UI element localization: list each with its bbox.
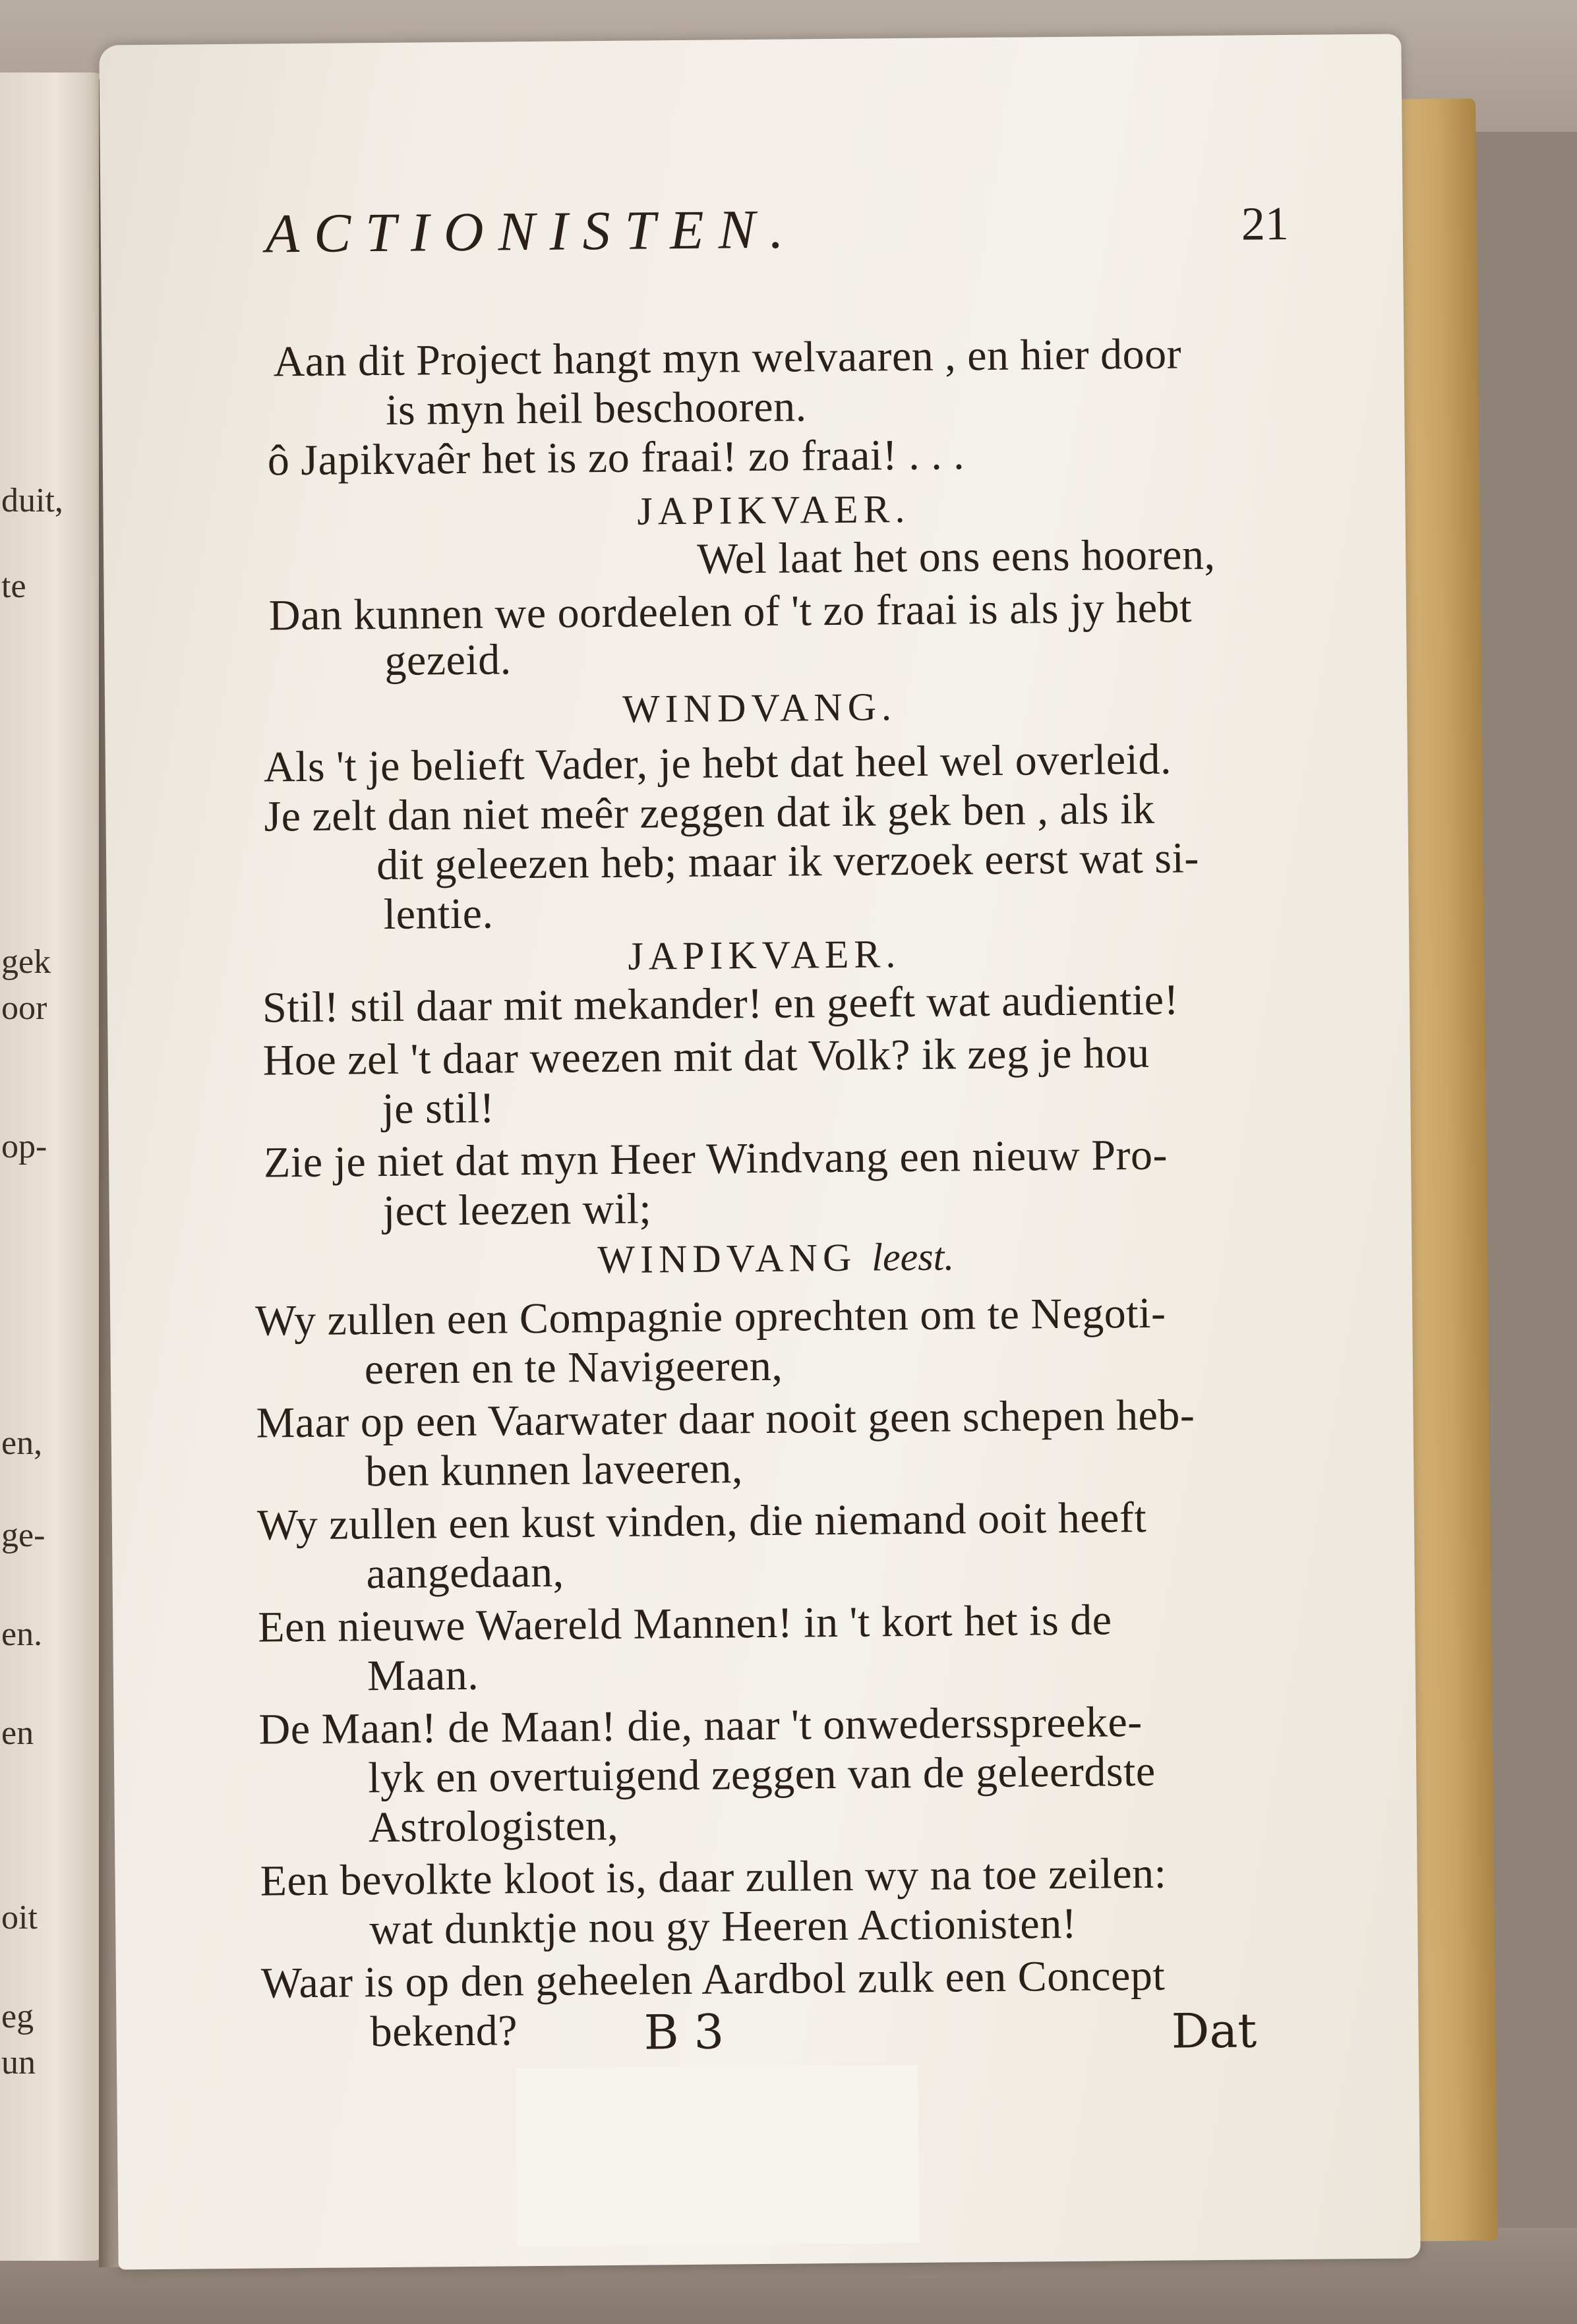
text-line: je stil! xyxy=(382,1084,495,1133)
running-title: ACTIONISTEN. xyxy=(265,198,798,265)
text-line: Zie je niet dat myn Heer Windvang een nieuw Pro- xyxy=(263,1130,1168,1187)
text-line: Stil! stil daar mit mekander! en geeft wat audientie! xyxy=(262,975,1179,1032)
left-page-fragment: te xyxy=(1,567,26,605)
speaker-japikvaer: JAPIKVAER. xyxy=(628,932,901,978)
text-line: Wy zullen een kust vinden, die niemand ooit heeft xyxy=(256,1493,1147,1550)
text-line: Een nieuwe Waereld Mannen! in 't kort het is de xyxy=(257,1596,1112,1652)
left-page-fragment: un xyxy=(1,2044,36,2081)
text-line: ô Japikvaêr het is zo fraai! zo fraai! . . . xyxy=(267,430,965,485)
stage-direction: leest. xyxy=(871,1235,955,1279)
left-page-fragment: en, xyxy=(1,1424,43,1462)
left-page-fragment: duit, xyxy=(1,482,63,519)
text-line: aangedaan, xyxy=(366,1548,564,1598)
text-line: bekend? xyxy=(370,2006,518,2056)
signature-mark: B 3 xyxy=(643,2004,725,2060)
catchword: Dat xyxy=(1171,2002,1257,2059)
text-line: lentie. xyxy=(383,889,494,939)
text-line: Dan kunnen we oordeelen of 't zo fraai is als jy hebt xyxy=(268,583,1193,640)
speaker-name: WINDVANG xyxy=(597,1235,857,1282)
speaker-japikvaer: JAPIKVAER. xyxy=(637,486,910,533)
text-line: Astrologisten, xyxy=(368,1801,619,1852)
text-line: Maan. xyxy=(367,1650,479,1700)
text-line: lyk en overtuigend zeggen van de geleerdste xyxy=(367,1747,1156,1803)
left-page-fragment: gek xyxy=(1,943,51,981)
text-line: ben kunnen laveeren, xyxy=(365,1444,744,1496)
text-line: eeren en te Navigeeren, xyxy=(364,1341,783,1394)
right-page xyxy=(99,34,1420,2269)
left-page-fragment: en. xyxy=(1,1615,43,1653)
left-page-fragment: oit xyxy=(1,1899,38,1936)
text-line: ject leezen wil; xyxy=(382,1184,652,1235)
text-line: Aan dit Project hangt myn welvaaren , en hier door xyxy=(273,330,1182,386)
left-page-fragment: oor xyxy=(1,989,47,1027)
text-line: Een bevolkte kloot is, daar zullen wy na toe zeilen: xyxy=(260,1849,1167,1905)
text-line: Hoe zel 't daar weezen mit dat Volk? ik zeg je hou xyxy=(262,1028,1150,1085)
left-page-fragment: op- xyxy=(1,1128,47,1165)
left-page-fragment: en xyxy=(1,1714,34,1752)
text-line: gezeid. xyxy=(384,635,512,685)
paper-patch xyxy=(516,2065,919,2246)
left-page-fragment: ge- xyxy=(1,1517,45,1554)
text-line: wat dunktje nou gy Heeren Actionisten! xyxy=(369,1899,1077,1954)
text-line: De Maan! de Maan! die, naar 't onwedersspreeke- xyxy=(258,1697,1143,1754)
text-line: Je zelt dan niet meêr zeggen dat ik gek ben , als ik xyxy=(264,784,1155,841)
text-line: Wy zullen een Compagnie oprechten om te Negoti- xyxy=(254,1289,1166,1345)
left-page-fragment: eg xyxy=(1,1998,34,2035)
text-line: dit geleezen heb; maar ik verzoek eerst wat si- xyxy=(376,834,1200,890)
text-line: Als 't je belieft Vader, je hebt dat heel wel overleid. xyxy=(263,735,1172,792)
text-line: Wel laat het ons eens hooren, xyxy=(696,530,1216,583)
text-line: Waar is op den geheelen Aardbol zulk een Concept xyxy=(260,1951,1166,2008)
text-line: is myn heil beschooren. xyxy=(385,382,807,434)
speaker-windvang xyxy=(597,1234,954,1283)
speaker-windvang: WINDVANG. xyxy=(622,685,897,731)
text-line: Maar op een Vaarwater daar nooit geen schepen heb- xyxy=(256,1391,1195,1447)
left-page xyxy=(0,73,112,2261)
page-number: 21 xyxy=(1241,196,1290,250)
